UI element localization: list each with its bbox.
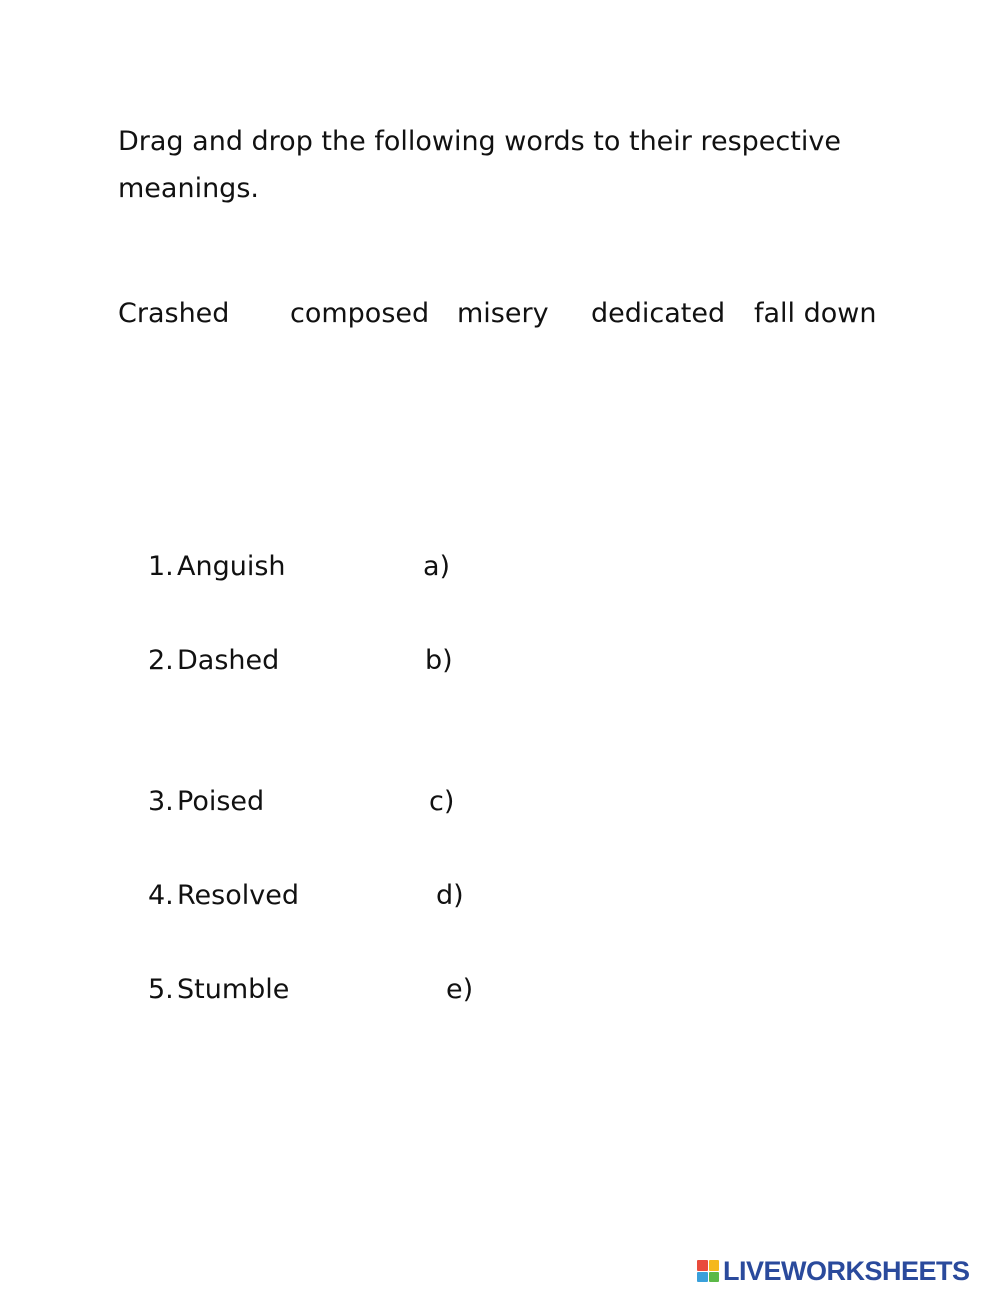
- item-term: Resolved: [177, 880, 299, 911]
- item-term: Poised: [177, 786, 265, 817]
- footer-logo: [697, 1253, 970, 1289]
- brand-name: LIVEWORKSHEETS: [723, 1255, 970, 1286]
- answer-drop-zone[interactable]: d): [436, 880, 464, 911]
- item-term: Dashed: [177, 645, 280, 676]
- item-number: 1.: [148, 551, 174, 582]
- item-number: 2.: [148, 645, 174, 676]
- liveworksheets-logo-icon: [697, 1260, 719, 1282]
- instruction-text: Drag and drop the following words to their respective meanings.: [118, 126, 841, 204]
- item-number: 5.: [148, 974, 174, 1005]
- draggable-word-dedicated[interactable]: dedicated: [591, 298, 726, 329]
- item-number: 4.: [148, 880, 174, 911]
- draggable-word-fall-down[interactable]: fall down: [754, 298, 877, 329]
- answer-drop-zone[interactable]: b): [425, 645, 453, 676]
- answer-drop-zone[interactable]: a): [423, 551, 451, 582]
- item-term: Anguish: [177, 551, 286, 582]
- draggable-word-composed[interactable]: composed: [290, 298, 430, 329]
- item-term: Stumble: [177, 974, 290, 1005]
- answer-drop-zone[interactable]: e): [446, 974, 474, 1005]
- answer-drop-zone[interactable]: c): [429, 786, 455, 817]
- item-number: 3.: [148, 786, 174, 817]
- draggable-word-misery[interactable]: misery: [457, 298, 549, 329]
- draggable-word-crashed[interactable]: Crashed: [118, 298, 230, 329]
